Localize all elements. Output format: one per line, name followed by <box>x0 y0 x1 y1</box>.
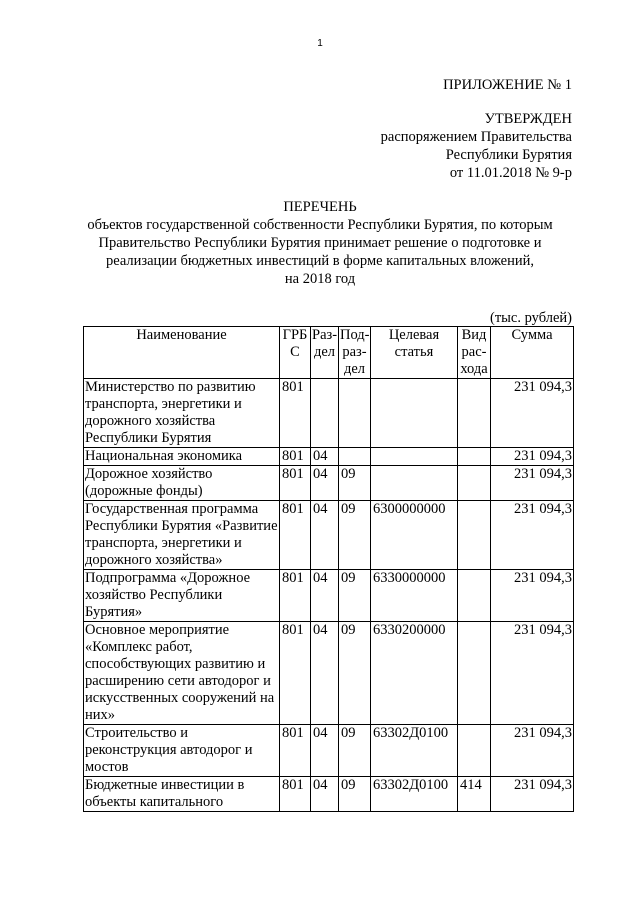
col-header-vid: Вид рас-хода <box>458 327 491 379</box>
page-number: 1 <box>317 38 323 49</box>
cell-target: 63302Д0100 <box>371 725 458 777</box>
cell-target <box>371 379 458 448</box>
cell-sum: 231 094,3 <box>491 466 574 501</box>
cell-podrazdel <box>339 379 371 448</box>
table-row <box>84 725 574 777</box>
col-header-razdel: Раз-дел <box>311 327 339 379</box>
cell-vid: 414 <box>458 777 491 812</box>
cell-razdel: 04 <box>311 448 339 466</box>
cell-vid <box>458 622 491 725</box>
cell-razdel: 04 <box>311 466 339 501</box>
title-line: на 2018 год <box>284 271 356 287</box>
cell-razdel: 04 <box>311 501 339 570</box>
cell-target: 6330000000 <box>371 570 458 622</box>
cell-grbs: 801 <box>280 622 311 725</box>
approval-block <box>381 110 572 182</box>
title-line: реализации бюджетных инвестиций в форме капитальных вложений, <box>105 253 535 269</box>
title-heading: ПЕРЕЧЕНЬ <box>283 199 357 215</box>
cell-grbs: 801 <box>280 501 311 570</box>
col-header-sum: Сумма <box>491 327 574 379</box>
cell-podrazdel: 09 <box>339 501 371 570</box>
cell-sum: 231 094,3 <box>491 570 574 622</box>
table-row <box>84 379 574 448</box>
table-row <box>84 501 574 570</box>
cell-razdel: 04 <box>311 570 339 622</box>
cell-name: Основное мероприятие «Комплекс работ, способствующих развитию и расширению сети автодорог и искусственных сооружений на них» <box>84 622 280 725</box>
cell-grbs: 801 <box>280 777 311 812</box>
cell-sum: 231 094,3 <box>491 379 574 448</box>
approval-line: от 11.01.2018 № 9-р <box>449 165 572 181</box>
cell-name: Дорожное хозяйство (дорожные фонды) <box>84 466 280 501</box>
col-header-target: Целевая статья <box>371 327 458 379</box>
cell-name: Подпрограмма «Дорожное хозяйство Республики Бурятия» <box>84 570 280 622</box>
cell-vid <box>458 448 491 466</box>
investment-table <box>83 326 574 812</box>
document-title <box>60 198 580 288</box>
cell-vid <box>458 570 491 622</box>
cell-podrazdel: 09 <box>339 570 371 622</box>
cell-vid <box>458 725 491 777</box>
cell-podrazdel: 09 <box>339 725 371 777</box>
cell-sum: 231 094,3 <box>491 777 574 812</box>
cell-razdel: 04 <box>311 622 339 725</box>
table-header-row <box>84 327 574 379</box>
col-header-name: Наименование <box>84 327 280 379</box>
cell-razdel: 04 <box>311 725 339 777</box>
cell-target: 6300000000 <box>371 501 458 570</box>
cell-grbs: 801 <box>280 725 311 777</box>
approval-line: Республики Бурятия <box>445 147 572 163</box>
cell-name: Национальная экономика <box>84 448 280 466</box>
cell-name: Бюджетные инвестиции в объекты капитального <box>84 777 280 812</box>
table-row <box>84 570 574 622</box>
col-header-grbs: ГРБ С <box>280 327 311 379</box>
cell-name: Строительство и реконструкция автодорог и мостов <box>84 725 280 777</box>
cell-vid <box>458 379 491 448</box>
cell-podrazdel <box>339 448 371 466</box>
cell-sum: 231 094,3 <box>491 501 574 570</box>
title-line: объектов государственной собственности Республики Бурятия, по которым <box>87 217 553 233</box>
cell-target: 6330200000 <box>371 622 458 725</box>
cell-target <box>371 466 458 501</box>
cell-name: Государственная программа Республики Бурятия «Развитие транспорта, энергетики и дорожного хозяйства» <box>85 501 278 568</box>
cell-grbs: 801 <box>280 448 311 466</box>
approval-line: УТВЕРЖДЕН <box>484 111 572 127</box>
cell-razdel <box>311 379 339 448</box>
cell-razdel: 04 <box>311 777 339 812</box>
units-label: (тыс. рублей) <box>490 310 572 326</box>
cell-vid <box>458 501 491 570</box>
table-row <box>84 777 574 812</box>
table-row <box>84 466 574 501</box>
cell-target <box>371 448 458 466</box>
cell-grbs: 801 <box>280 570 311 622</box>
approval-line: распоряжением Правительства <box>380 129 572 145</box>
cell-podrazdel: 09 <box>339 777 371 812</box>
table-row <box>84 622 574 725</box>
cell-grbs: 801 <box>280 379 311 448</box>
title-line: Правительство Республики Бурятия принимает решение о подготовке и <box>98 235 542 251</box>
appendix-label: ПРИЛОЖЕНИЕ № 1 <box>443 77 572 93</box>
cell-sum: 231 094,3 <box>491 725 574 777</box>
table-row <box>84 448 574 466</box>
cell-podrazdel: 09 <box>339 466 371 501</box>
col-header-podrazdel: Под-раз-дел <box>340 327 370 377</box>
cell-sum: 231 094,3 <box>491 622 574 725</box>
cell-sum: 231 094,3 <box>491 448 574 466</box>
cell-target: 63302Д0100 <box>371 777 458 812</box>
cell-name: Министерство по развитию транспорта, энергетики и дорожного хозяйства Республики Бурятия <box>84 379 280 448</box>
cell-vid <box>458 466 491 501</box>
cell-podrazdel: 09 <box>339 622 371 725</box>
cell-grbs: 801 <box>280 466 311 501</box>
